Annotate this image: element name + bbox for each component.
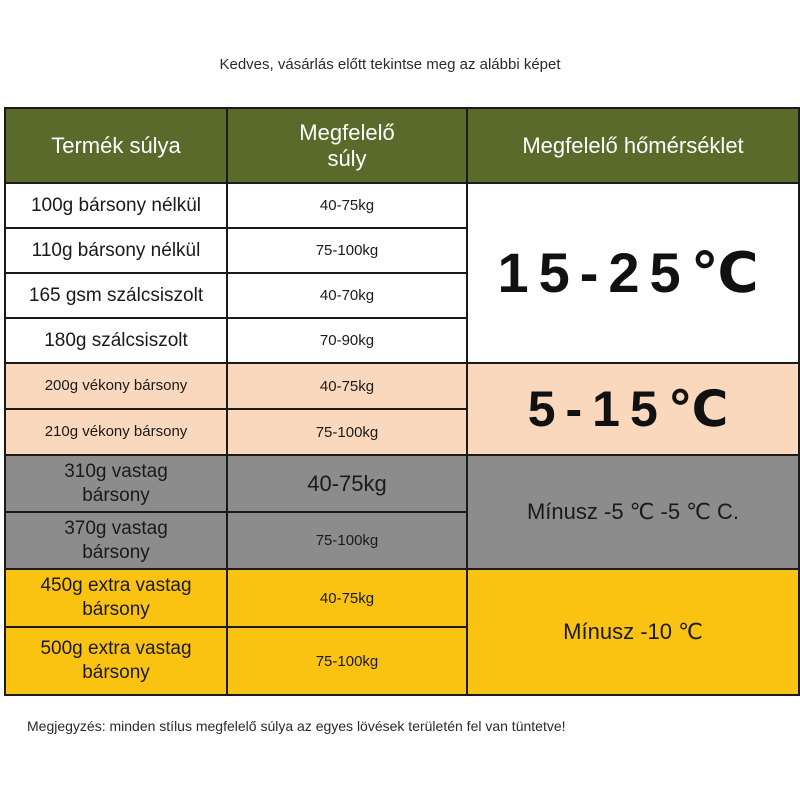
product-cell: 500g extra vastag bársony — [5, 627, 227, 695]
weight-cell: 70-90kg — [227, 318, 467, 363]
temperature-cell-group1: 15-25℃ — [467, 183, 799, 363]
column-header-product: Termék súlya — [5, 108, 227, 183]
table-row — [5, 455, 799, 512]
product-cell: 165 gsm szálcsiszolt — [5, 273, 227, 318]
product-cell: 450g extra vastag bársony — [5, 569, 227, 627]
product-cell: 370g vastag bársony — [5, 512, 227, 569]
table-header-row — [5, 108, 799, 183]
product-cell: 210g vékony bársony — [5, 409, 227, 455]
weight-cell: 40-75kg — [227, 455, 467, 512]
temperature-cell-group2: 5-15℃ — [467, 363, 799, 455]
product-cell: 100g bársony nélkül — [5, 183, 227, 228]
product-cell: 180g szálcsiszolt — [5, 318, 227, 363]
weight-cell: 75-100kg — [227, 627, 467, 695]
table-row — [5, 569, 799, 627]
temperature-cell-group3: Mínusz -5 ℃ -5 ℃ C. — [467, 455, 799, 569]
product-cell: 200g vékony bársony — [5, 363, 227, 409]
weight-cell: 75-100kg — [227, 512, 467, 569]
product-cell: 110g bársony nélkül — [5, 228, 227, 273]
weight-cell: 40-75kg — [227, 183, 467, 228]
size-table — [4, 107, 800, 696]
weight-cell: 75-100kg — [227, 409, 467, 455]
weight-cell: 40-75kg — [227, 363, 467, 409]
column-header-temperature: Megfelelő hőmérséklet — [467, 108, 799, 183]
temperature-cell-group4: Mínusz -10 ℃ — [467, 569, 799, 695]
header-note: Kedves, vásárlás előtt tekintse meg az alábbi képet — [219, 56, 561, 73]
weight-cell: 75-100kg — [227, 228, 467, 273]
table-row — [5, 183, 799, 228]
weight-cell: 40-70kg — [227, 273, 467, 318]
column-header-weight: Megfelelő súly — [227, 108, 467, 183]
table-row — [5, 363, 799, 409]
product-cell: 310g vastag bársony — [5, 455, 227, 512]
footer-note: Megjegyzés: minden stílus megfelelő súlya az egyes lövések területén fel van tüntetve! — [27, 718, 566, 734]
weight-cell: 40-75kg — [227, 569, 467, 627]
